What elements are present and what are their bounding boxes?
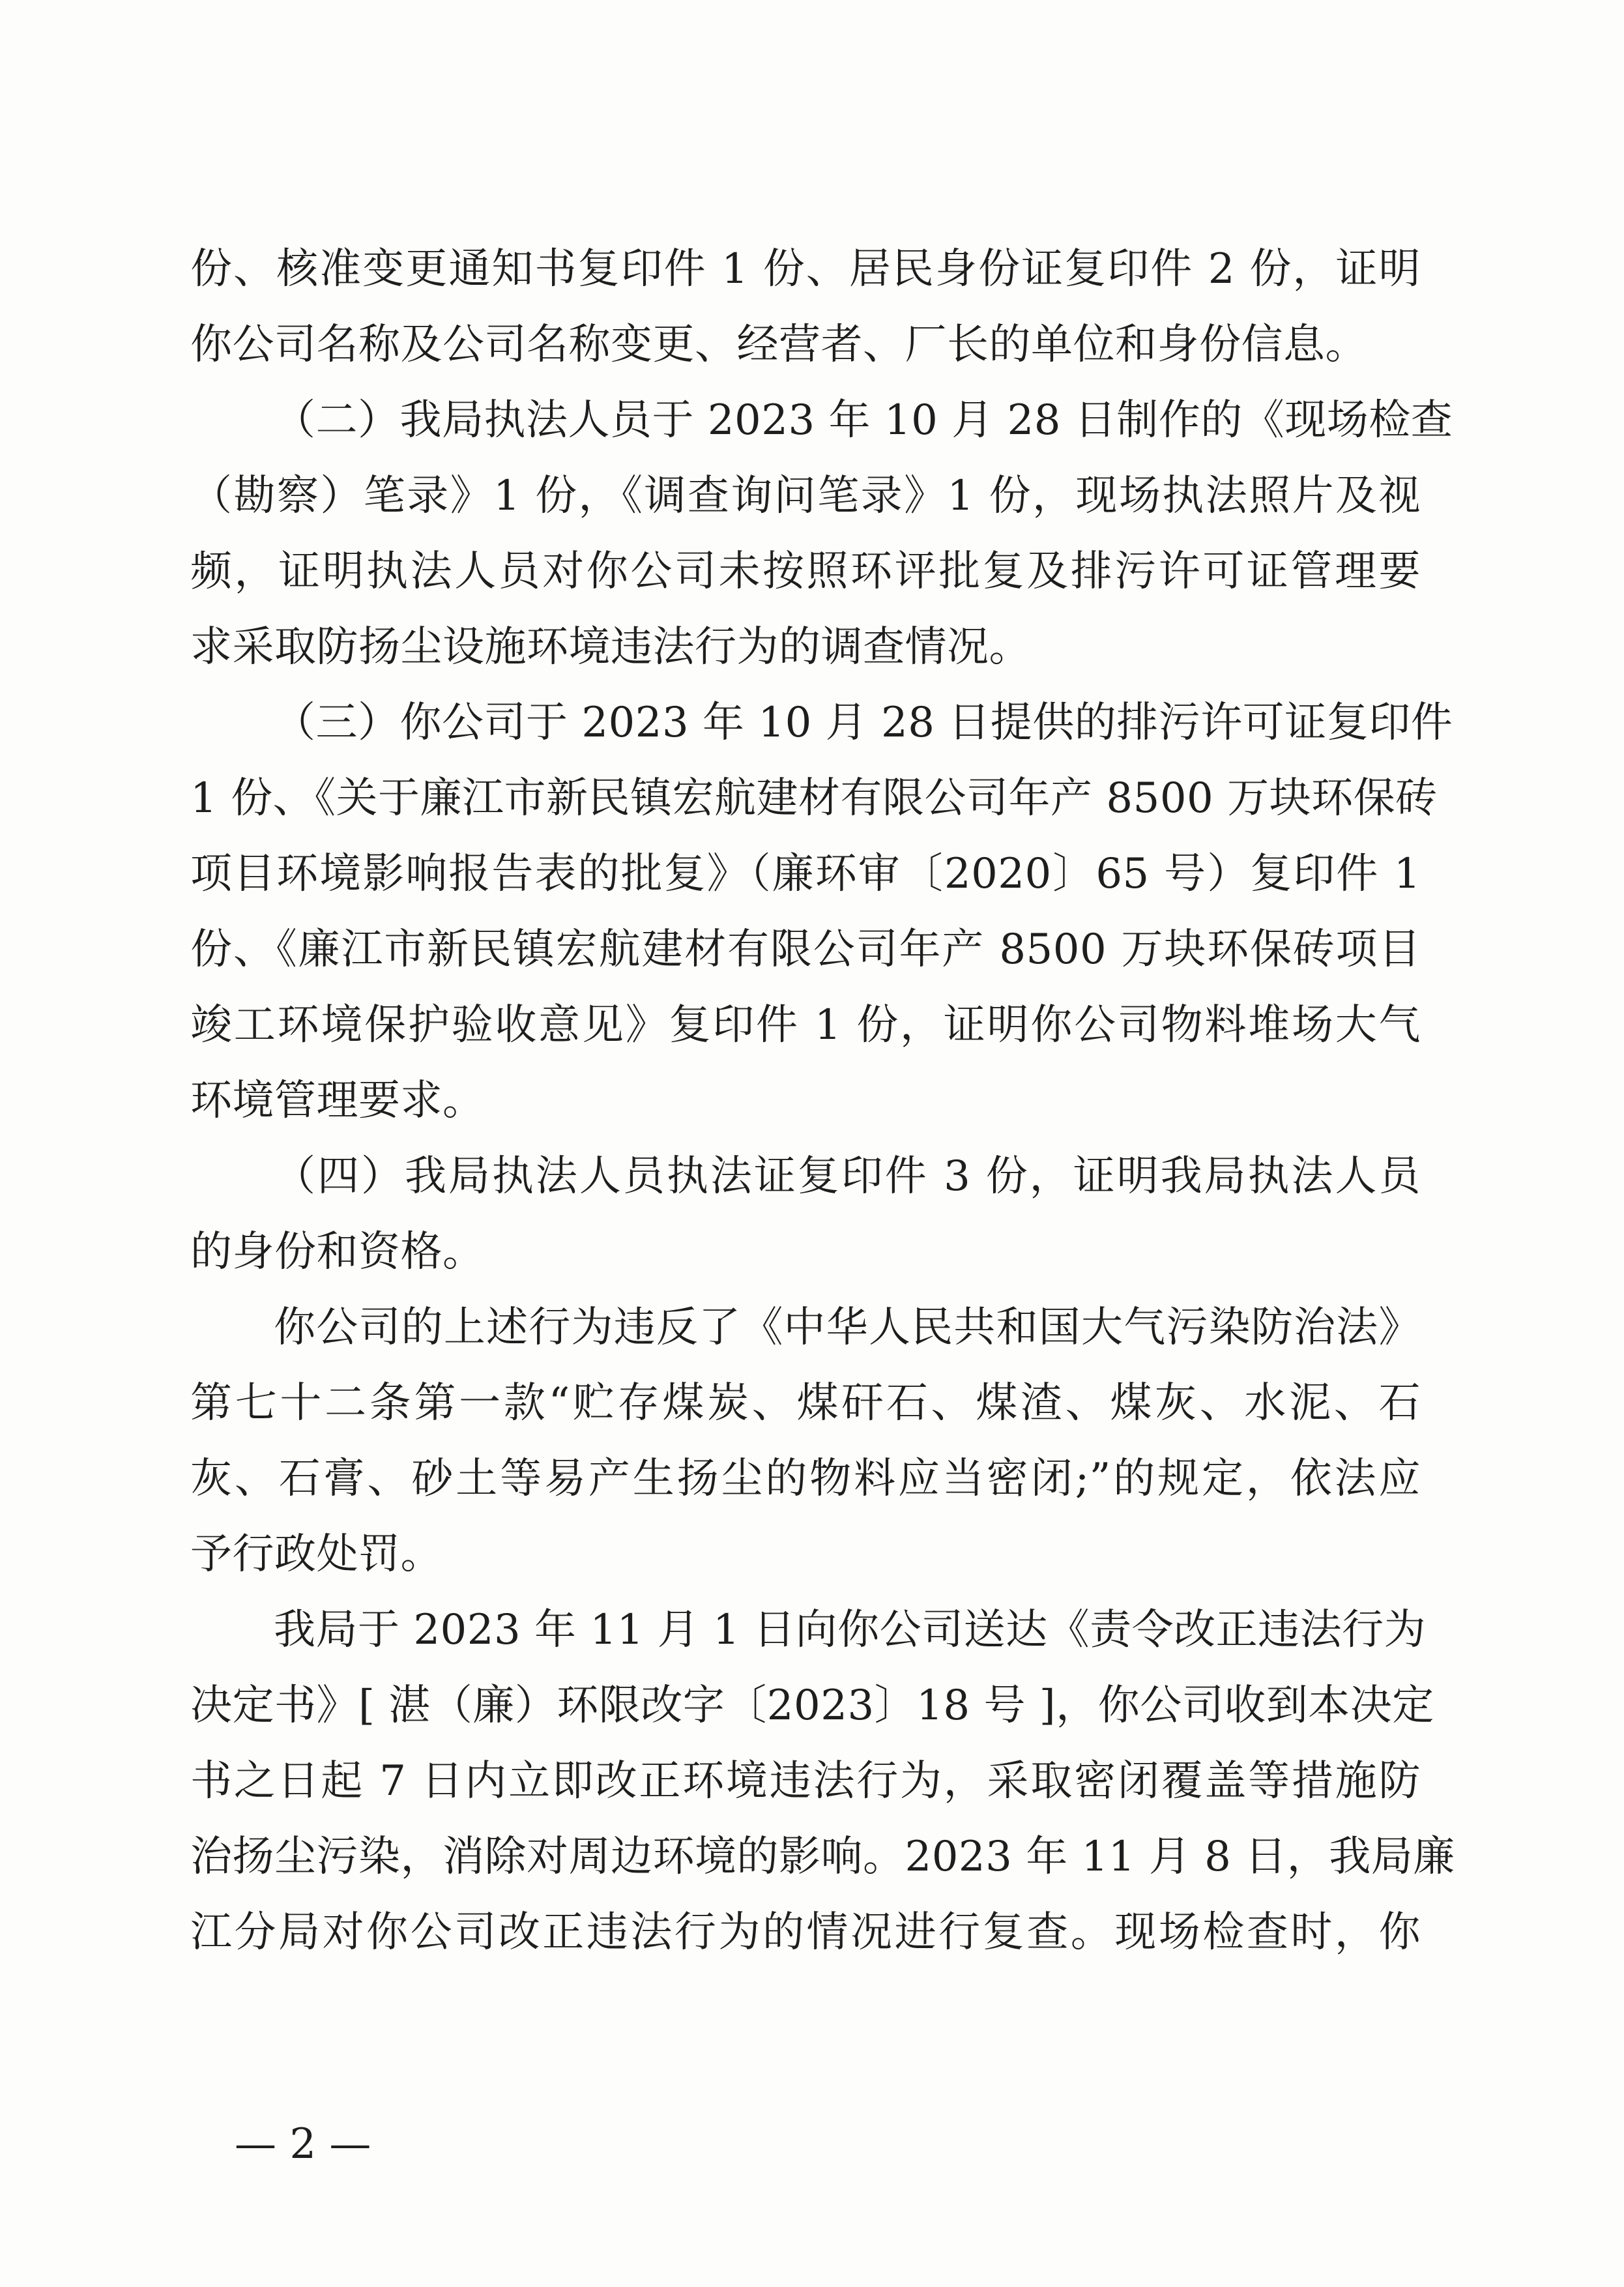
text-line: 灰、石膏、砂土等易产生扬尘的物料应当密闭;”的规定，依法应 xyxy=(190,1455,1421,1503)
text-line: （三）你公司于 2023 年 10 月 28 日提供的排污许可证复印件 xyxy=(274,699,1453,747)
text-line: 你公司名称及公司名称变更、经营者、厂长的单位和身份信息。 xyxy=(190,321,1367,369)
text-line: 我局于 2023 年 11 月 1 日向你公司送达《责令改正违法行为 xyxy=(274,1606,1427,1654)
text-line: 决定书》[ 湛（廉）环限改字〔2023〕18 号 ]，你公司收到本决定 xyxy=(190,1682,1434,1730)
text-line: 江分局对你公司改正违法行为的情况进行复查。现场检查时，你 xyxy=(190,1908,1421,1957)
text-line: 你公司的上述行为违反了《中华人民共和国大气污染防治法》 xyxy=(274,1304,1421,1352)
page-number: — 2 — xyxy=(235,2120,371,2168)
text-line: 予行政处罚。 xyxy=(190,1530,442,1579)
text-line: 竣工环境保护验收意见》复印件 1 份，证明你公司物料堆场大气 xyxy=(190,1001,1421,1049)
text-line: 治扬尘污染，消除对周边环境的影响。2023 年 11 月 8 日，我局廉 xyxy=(190,1833,1455,1881)
document-body xyxy=(190,231,1455,1970)
text-line: 项目环境影响报告表的批复》（廉环审〔2020〕65 号）复印件 1 xyxy=(190,850,1421,898)
text-line: 环境管理要求。 xyxy=(190,1077,485,1125)
text-line: 的身份和资格。 xyxy=(190,1228,485,1276)
text-line: 第七十二条第一款“贮存煤炭、煤矸石、煤渣、煤灰、水泥、石 xyxy=(190,1379,1421,1427)
text-line: 求采取防扬尘设施环境违法行为的调查情况。 xyxy=(190,623,1031,671)
text-line: 份、《廉江市新民镇宏航建材有限公司年产 8500 万块环保砖项目 xyxy=(190,925,1421,974)
text-line: 1 份、《关于廉江市新民镇宏航建材有限公司年产 8500 万块环保砖 xyxy=(190,774,1438,823)
text-line: （勘察）笔录》1 份，《调查询问笔录》1 份，现场执法照片及视 xyxy=(190,472,1421,520)
text-line: 书之日起 7 日内立即改正环境违法行为，采取密闭覆盖等措施防 xyxy=(190,1757,1421,1805)
text-line: （四）我局执法人员执法证复印件 3 份，证明我局执法人员 xyxy=(274,1152,1421,1201)
text-line: 份、核准变更通知书复印件 1 份、居民身份证复印件 2 份，证明 xyxy=(190,245,1421,293)
text-line: （二）我局执法人员于 2023 年 10 月 28 日制作的《现场检查 xyxy=(274,396,1453,444)
text-line: 频，证明执法人员对你公司未按照环评批复及排污许可证管理要 xyxy=(190,547,1421,596)
